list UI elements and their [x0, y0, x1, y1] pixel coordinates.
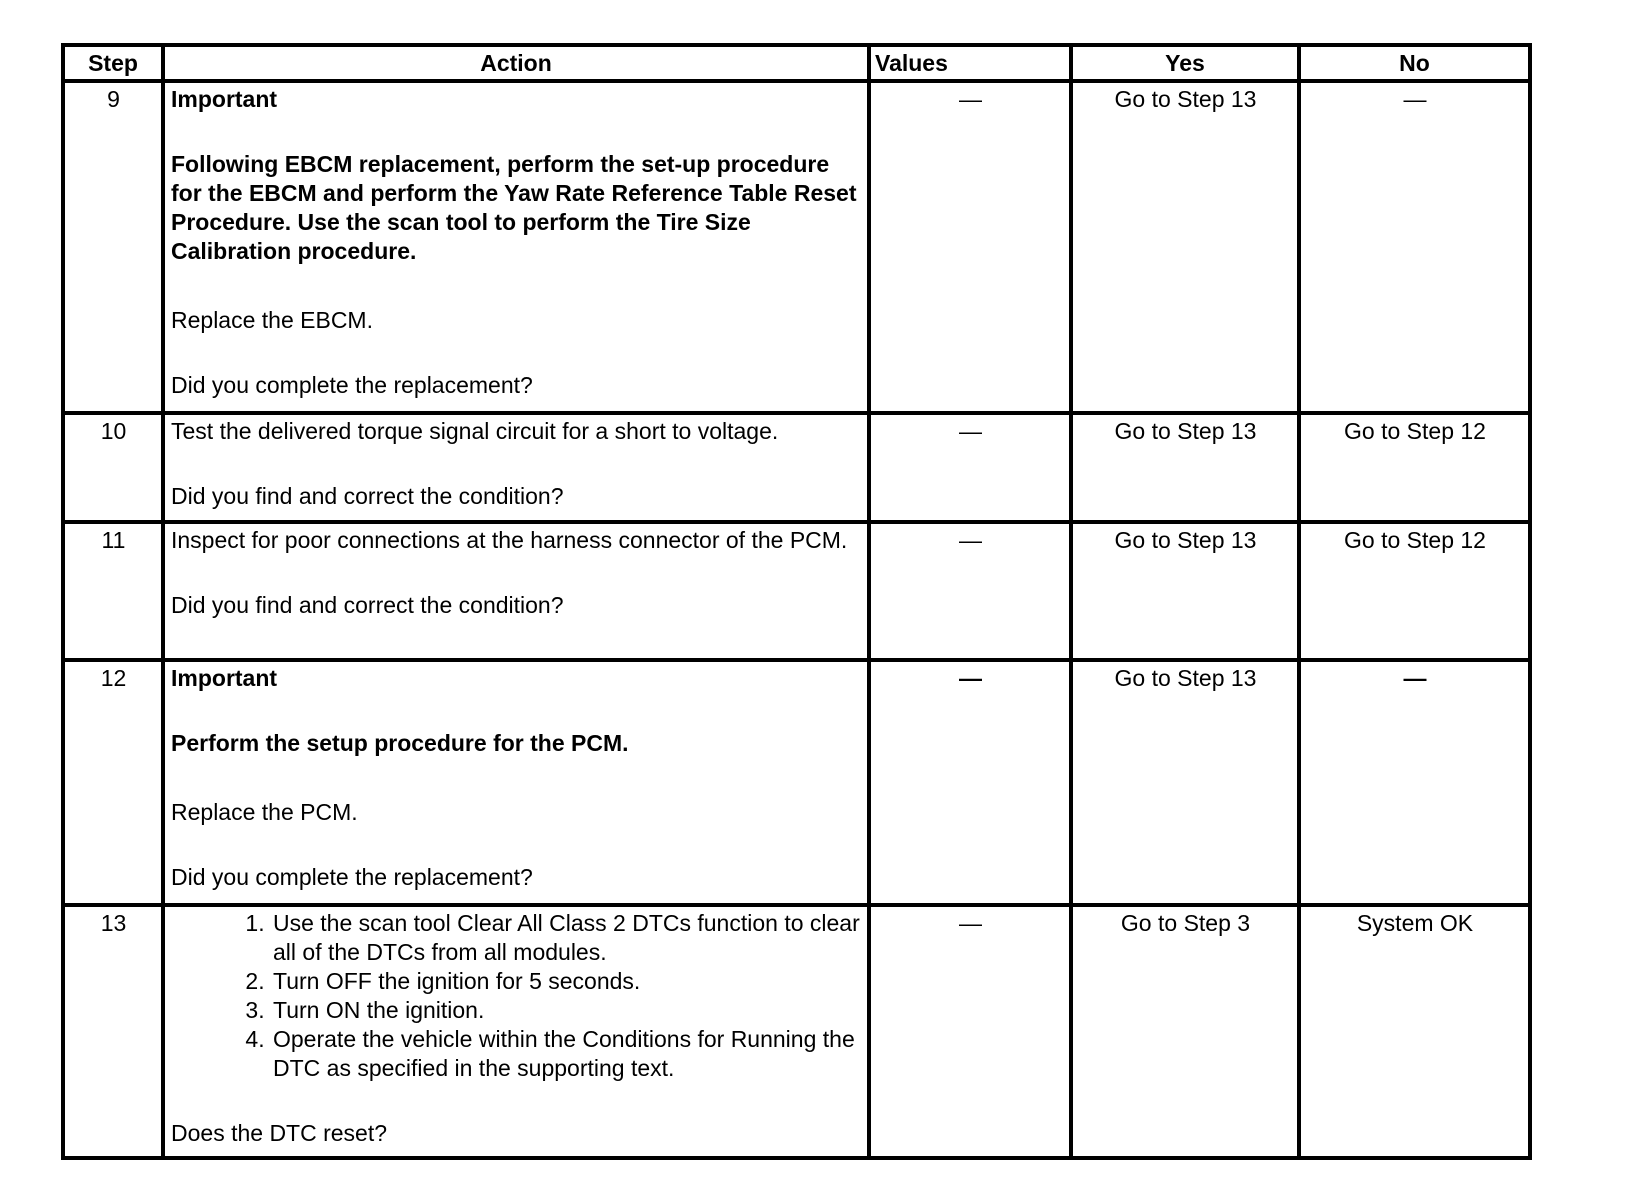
- no-cell: Go to Step 12: [1299, 522, 1530, 660]
- action-instruction: Replace the PCM.: [171, 799, 358, 825]
- important-note: Following EBCM replacement, perform the set-up procedure for the EBCM and perform the Yaw Rate Reference Table Reset Procedure. Use the scan tool to perform the Tire Size Calibration procedure.: [171, 151, 857, 264]
- action-instruction: Inspect for poor connections at the harness connector of the PCM.: [171, 527, 848, 553]
- header-no: No: [1299, 45, 1530, 81]
- values-cell: —: [869, 81, 1071, 413]
- header-step: Step: [63, 45, 163, 81]
- no-cell: —: [1299, 81, 1530, 413]
- action-cell: [163, 905, 869, 1158]
- list-item: 2. Turn OFF the ignition for 5 seconds.: [271, 967, 862, 996]
- header-yes: Yes: [1071, 45, 1299, 81]
- action-question: Does the DTC reset?: [171, 1120, 388, 1146]
- action-question: Did you complete the replacement?: [171, 372, 533, 398]
- list-item: 4. Operate the vehicle within the Conditions for Running the DTC as specified in the supporting text.: [271, 1025, 862, 1083]
- no-cell: System OK: [1299, 905, 1530, 1158]
- values-cell: —: [869, 522, 1071, 660]
- step-number: 13: [63, 905, 163, 1158]
- header-values: Values: [869, 45, 1071, 81]
- step-number: 9: [63, 81, 163, 413]
- yes-cell: Go to Step 13: [1071, 660, 1299, 905]
- values-cell: —: [869, 413, 1071, 522]
- procedure-list: [171, 909, 862, 1083]
- step-number: 11: [63, 522, 163, 660]
- action-question: Did you find and correct the condition?: [171, 592, 564, 618]
- action-question: Did you complete the replacement?: [171, 864, 533, 890]
- table-row: [63, 522, 1530, 660]
- action-instruction: Replace the EBCM.: [171, 307, 373, 333]
- yes-cell: Go to Step 3: [1071, 905, 1299, 1158]
- no-cell: Go to Step 12: [1299, 413, 1530, 522]
- step-number: 10: [63, 413, 163, 522]
- table-row: [63, 413, 1530, 522]
- list-item: 1. Use the scan tool Clear All Class 2 DTCs function to clear all of the DTCs from all modules.: [271, 909, 862, 967]
- action-cell: [163, 660, 869, 905]
- step-number: 12: [63, 660, 163, 905]
- yes-cell: Go to Step 13: [1071, 522, 1299, 660]
- header-row: [63, 45, 1530, 81]
- important-label: Important: [171, 665, 278, 691]
- action-cell: [163, 522, 869, 660]
- table-row: [63, 81, 1530, 413]
- table-row: [63, 660, 1530, 905]
- action-question: Did you find and correct the condition?: [171, 483, 564, 509]
- action-cell: [163, 81, 869, 413]
- header-action: Action: [163, 45, 869, 81]
- no-cell: —: [1299, 660, 1530, 905]
- values-cell: —: [869, 660, 1071, 905]
- table-row: [63, 905, 1530, 1158]
- yes-cell: Go to Step 13: [1071, 413, 1299, 522]
- yes-cell: Go to Step 13: [1071, 81, 1299, 413]
- diagnostic-table: [61, 43, 1532, 1160]
- important-note: Perform the setup procedure for the PCM.: [171, 730, 629, 756]
- important-label: Important: [171, 86, 278, 112]
- list-item: 3. Turn ON the ignition.: [271, 996, 862, 1025]
- values-cell: —: [869, 905, 1071, 1158]
- action-instruction: Test the delivered torque signal circuit for a short to voltage.: [171, 418, 779, 444]
- action-cell: [163, 413, 869, 522]
